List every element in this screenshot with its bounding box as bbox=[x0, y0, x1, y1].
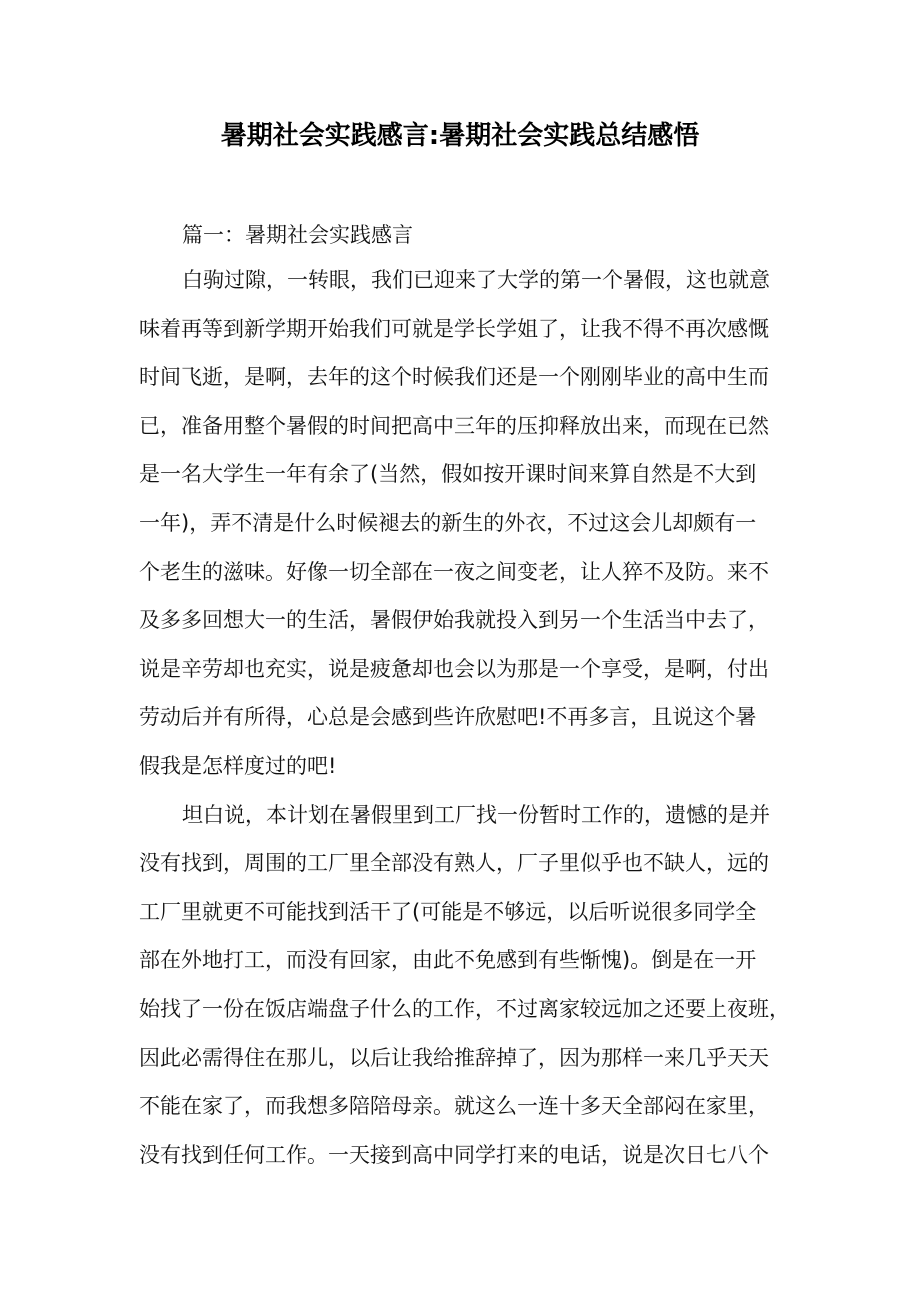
paragraph-line: 味着再等到新学期开始我们可就是学长学姐了，让我不得不再次感慨 bbox=[139, 316, 769, 341]
paragraph-line: 始找了一份在饭店端盘子什么的工作，不过离家较远加之还要上夜班， bbox=[139, 996, 790, 1021]
paragraph-line: 劳动后并有所得，心总是会感到些许欣慰吧!不再多言，且说这个暑 bbox=[139, 705, 757, 730]
paragraph-line: 是一名大学生一年有余了(当然，假如按开课时间来算自然是不大到 bbox=[139, 462, 757, 487]
paragraph-line: 时间飞逝，是啊，去年的这个时候我们还是一个刚刚毕业的高中生而 bbox=[139, 365, 769, 390]
paragraph-line: 已，准备用整个暑假的时间把高中三年的压抑释放出来，而现在已然 bbox=[139, 413, 769, 438]
paragraph-line: 说是辛劳却也充实，说是疲惫却也会以为那是一个享受，是啊，付出 bbox=[139, 656, 769, 681]
paragraph-line: 部在外地打工，而没有回家，由此不免感到有些惭愧)。倒是在一开 bbox=[139, 948, 757, 973]
paragraph-line: 没有找到，周围的工厂里全部没有熟人，厂子里似乎也不缺人，远的 bbox=[139, 851, 769, 876]
paragraph-line: 假我是怎样度过的吧! bbox=[139, 753, 337, 778]
paragraph-line: 白驹过隙，一转眼，我们已迎来了大学的第一个暑假，这也就意 bbox=[182, 268, 770, 292]
paragraph-line: 及多多回想大一的生活，暑假伊始我就投入到另一个生活当中去了， bbox=[139, 608, 769, 633]
paragraph-line: 不能在家了，而我想多陪陪母亲。就这么一连十多天全部闷在家里， bbox=[139, 1094, 769, 1119]
paragraph-line: 因此必需得住在那儿，以后让我给推辞掉了，因为那样一来几乎天天 bbox=[139, 1045, 769, 1070]
paragraph-line: 一年)，弄不清是什么时候褪去的新生的外衣，不过这会儿却颇有一 bbox=[139, 510, 757, 535]
document-title: 暑期社会实践感言:暑期社会实践总结感悟 bbox=[220, 121, 700, 151]
body-text bbox=[139, 264, 790, 1187]
paragraph-line: 工厂里就更不可能找到活干了(可能是不够远，以后听说很多同学全 bbox=[139, 899, 757, 924]
section-heading: 篇一：暑期社会实践感言 bbox=[182, 223, 413, 247]
paragraph-line: 没有找到任何工作。一天接到高中同学打来的电话，说是次日七八个 bbox=[139, 1142, 769, 1167]
paragraph-line: 个老生的滋味。好像一切全部在一夜之间变老，让人猝不及防。来不 bbox=[139, 559, 769, 584]
paragraph-line: 坦白说，本计划在暑假里到工厂找一份暂时工作的，遗憾的是并 bbox=[182, 802, 770, 827]
